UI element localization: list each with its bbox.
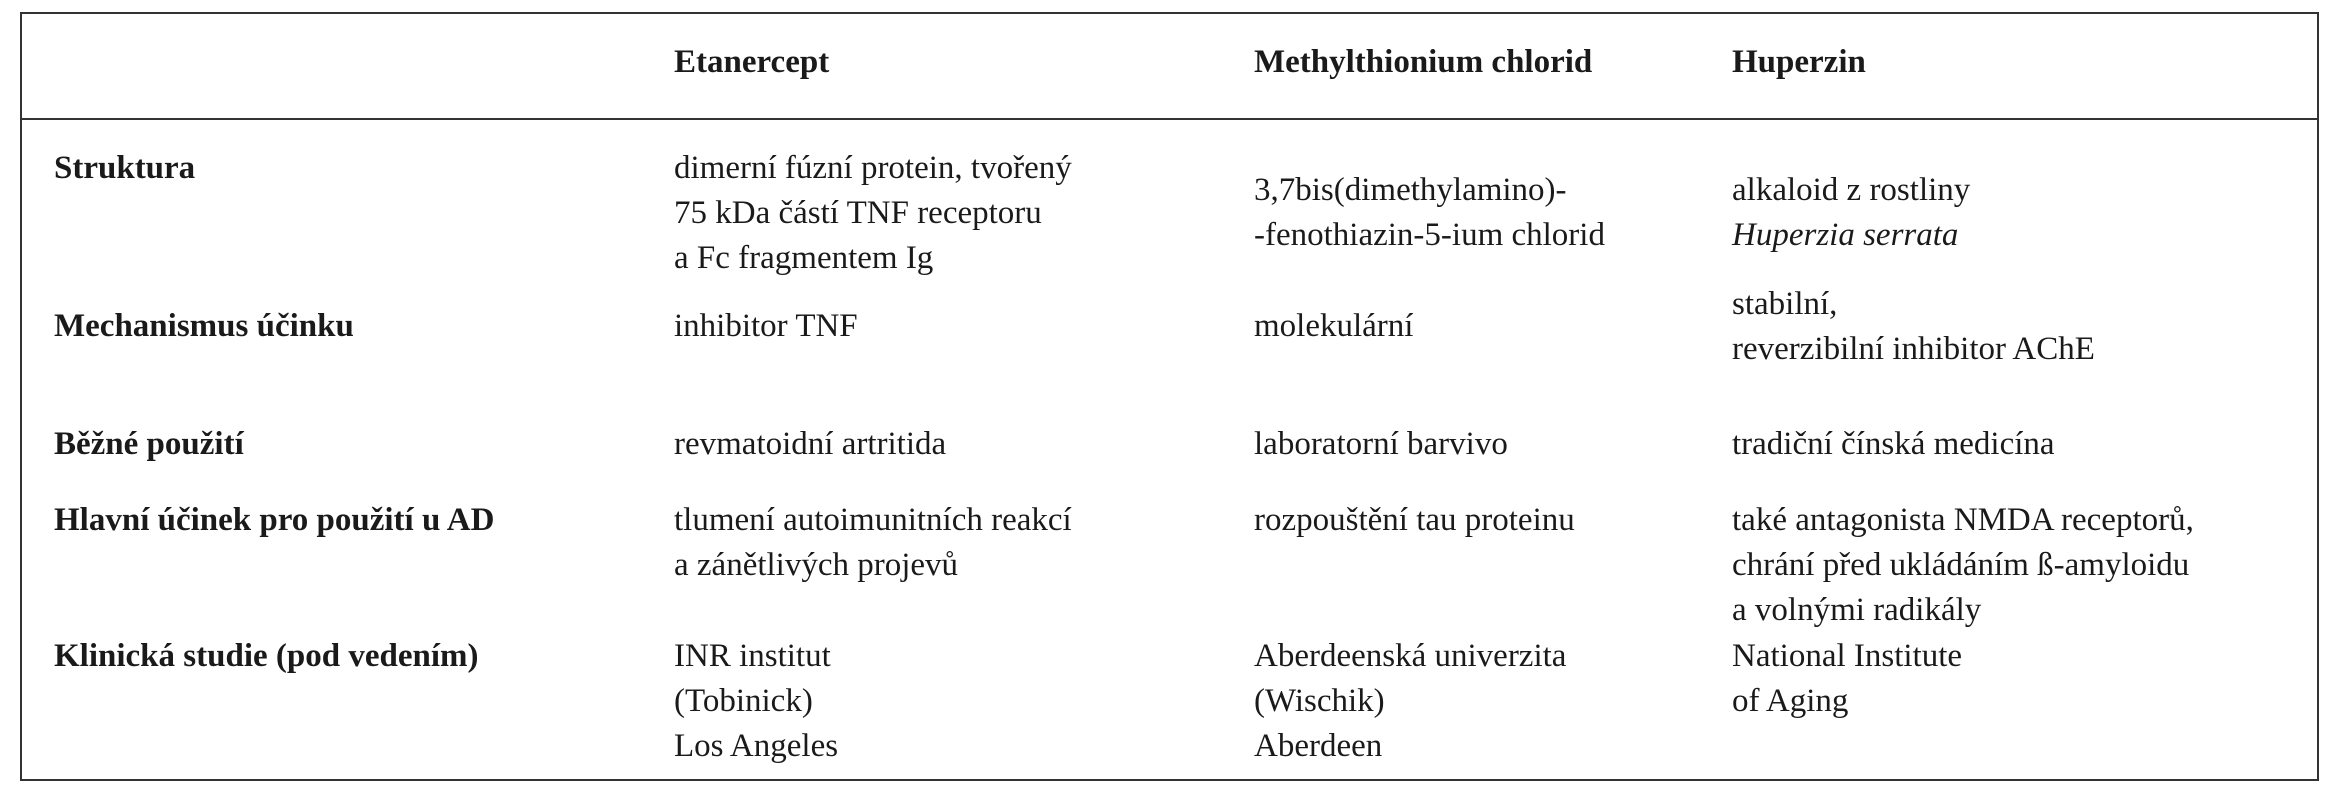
cell-line: a Fc fragmentem Ig [674,240,934,276]
cell-line: -fenothiazin-5-ium chlorid [1254,217,1605,253]
cell-mechanismus-methylthionium [1254,304,1413,349]
cell-line: tradiční čínská medicína [1732,426,2055,462]
cell-struktura-etanercept [674,146,1072,281]
cell-studie-methylthionium [1254,634,1566,769]
cell-line: alkaloid z rostliny [1732,172,1971,208]
cell-line: inhibitor TNF [674,308,858,344]
cell-line: National Institute [1732,638,1963,674]
cell-ucinek-huperzin [1732,498,2194,633]
cell-mechanismus-etanercept [674,304,858,349]
cell-line: dimerní fúzní protein, tvořený [674,150,1072,186]
cell-ucinek-methylthionium [1254,498,1575,543]
comparison-table [20,12,2319,781]
cell-line: reverzibilní inhibitor AChE [1732,331,2095,367]
header-divider [22,118,2317,120]
cell-line: (Tobinick) [674,683,813,719]
row-label-struktura: Struktura [54,150,196,186]
column-header-methylthionium: Methylthionium chlorid [1254,44,1593,80]
cell-line: Aberdeenská univerzita [1254,638,1567,674]
row-label-klinicka-studie: Klinická studie (pod vedením) [54,638,479,674]
cell-line: stabilní, [1732,286,1838,322]
row-label-bezne-pouziti: Běžné použití [54,426,244,462]
cell-line: Los Angeles [674,728,839,764]
cell-line: Aberdeen [1254,728,1383,764]
cell-line: rozpouštění tau proteinu [1254,502,1575,538]
cell-ucinek-etanercept [674,498,1072,588]
cell-line: of Aging [1732,683,1849,719]
cell-line: chrání před ukládáním ß-amyloidu [1732,547,2190,583]
cell-pouziti-methylthionium [1254,422,1508,467]
cell-struktura-methylthionium [1254,168,1605,258]
cell-line: a volnými radikály [1732,592,1982,628]
cell-line: INR institut [674,638,831,674]
cell-struktura-huperzin [1732,168,1970,258]
cell-line: také antagonista NMDA receptorů, [1732,502,2194,538]
cell-pouziti-etanercept [674,422,946,467]
cell-line: laboratorní barvivo [1254,426,1508,462]
cell-line: tlumení autoimunitních reakcí [674,502,1072,538]
cell-studie-etanercept [674,634,838,769]
cell-line: 75 kDa částí TNF receptoru [674,195,1042,231]
column-header-etanercept: Etanercept [674,44,830,80]
row-label-mechanismus: Mechanismus účinku [54,308,354,344]
cell-studie-huperzin [1732,634,1962,724]
cell-line: a zánětlivých projevů [674,547,959,583]
cell-pouziti-huperzin [1732,422,2055,467]
cell-line: 3,7bis(dimethylamino)- [1254,172,1567,208]
cell-line-species: Huperzia serrata [1732,217,1959,253]
column-header-huperzin: Huperzin [1732,44,1866,80]
cell-mechanismus-huperzin [1732,282,2095,372]
cell-line: revmatoidní artritida [674,426,947,462]
cell-line: molekulární [1254,308,1414,344]
cell-line: (Wischik) [1254,683,1385,719]
row-label-hlavni-ucinek: Hlavní účinek pro použití u AD [54,502,495,538]
